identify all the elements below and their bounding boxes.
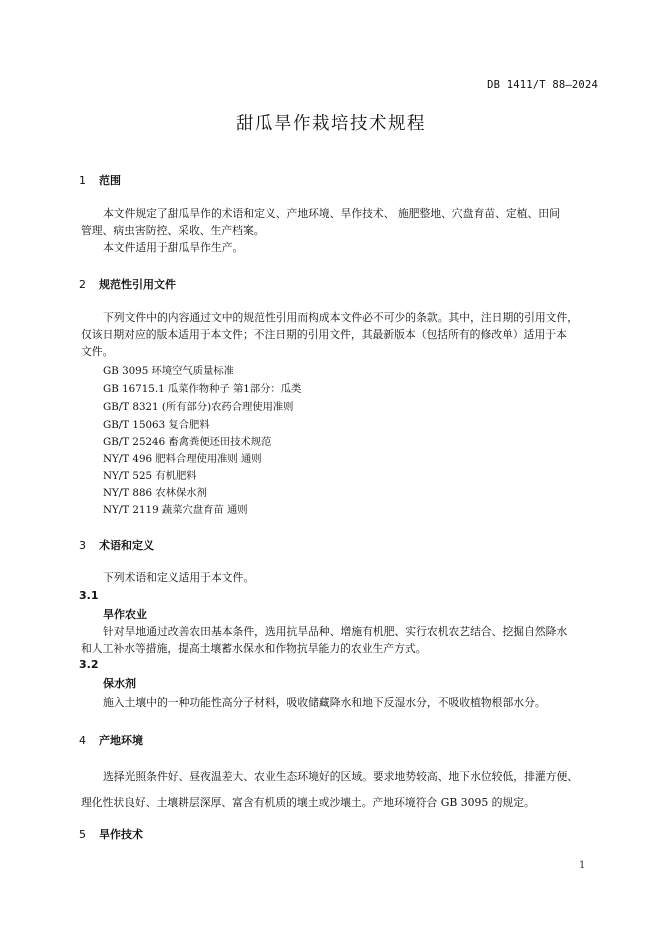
paragraph: 仅该日期对应的版本适用于本文件；不注日期的引用文件，其最新版本（包括所有的修改单）适用于本 [81,328,567,341]
section-title: 产地环境 [99,734,143,747]
term-definition: 施入土壤中的一种功能性高分子材料，吸收储藏降水和地下反湿水分，不吸收植物根部水分。 [103,696,546,709]
reference-item: GB 3095 环境空气质量标准 [103,365,234,377]
term-definition: 针对旱地通过改善农田基本条件，选用抗旱品种、增施有机肥、实行农机农艺结合、挖掘自然降水 [103,625,568,638]
section-title: 术语和定义 [99,539,154,552]
reference-item: GB/T 25246 畜禽粪便还田技术规范 [103,436,272,448]
section-number: 5 [79,828,86,841]
paragraph: 理化性状良好、土壤耕层深厚、富含有机质的壤土或沙壤土。产地环境符合 GB 3095 的规定。 [81,796,535,809]
paragraph: 管理、病虫害防控、采收、生产档案。 [81,224,265,237]
section-number: 2 [79,278,86,291]
reference-item: NY/T 2119 蔬菜穴盘育苗 通则 [103,504,248,516]
page-number: 1 [579,860,586,871]
section-1-heading [79,172,121,188]
clause-number: 3.1 [79,589,99,602]
document-title: 甜瓜旱作栽培技术规程 [236,114,426,134]
paragraph: 文件。 [81,345,114,358]
clause-number: 3.2 [79,658,99,671]
section-number: 3 [79,539,86,552]
paragraph: 选择光照条件好、昼夜温差大、农业生态环境好的区域。要求地势较高、地下水位较低，排灌方便、 [103,770,579,783]
standard-number: DB 1411/T 88—2024 [487,79,598,91]
section-title: 范围 [99,174,121,187]
section-5-heading [79,826,143,842]
section-title: 规范性引用文件 [99,278,176,291]
section-title: 旱作技术 [99,828,143,841]
section-3-heading [79,537,154,553]
term-definition: 和人工补水等措施，提高土壤蓄水保水和作物抗旱能力的农业生产方式。 [81,642,427,655]
reference-item: GB/T 8321 (所有部分)农药合理使用准则 [103,401,294,413]
section-number: 1 [79,174,86,187]
term-name: 保水剂 [103,677,136,690]
term-name: 旱作农业 [103,608,147,621]
section-2-heading [79,276,176,292]
paragraph: 本文件适用于甜瓜旱作生产。 [103,241,244,254]
reference-item: GB 16715.1 瓜菜作物种子 第1部分：瓜类 [103,383,302,395]
reference-item: NY/T 525 有机肥料 [103,470,197,482]
paragraph: 下列术语和定义适用于本文件。 [103,571,255,584]
section-number: 4 [79,734,86,747]
section-4-heading [79,732,143,748]
reference-item: GB/T 15063 复合肥料 [103,419,210,431]
reference-item: NY/T 886 农林保水剂 [103,487,207,499]
paragraph: 下列文件中的内容通过文中的规范性引用而构成本文件必不可少的条款。其中，注日期的引用文件， [103,311,579,324]
reference-item: NY/T 496 肥料合理使用准则 通则 [103,453,262,465]
paragraph: 本文件规定了甜瓜旱作的术语和定义、产地环境、旱作技术、 施肥整地、穴盘育苗、定植、田间 [103,207,560,220]
